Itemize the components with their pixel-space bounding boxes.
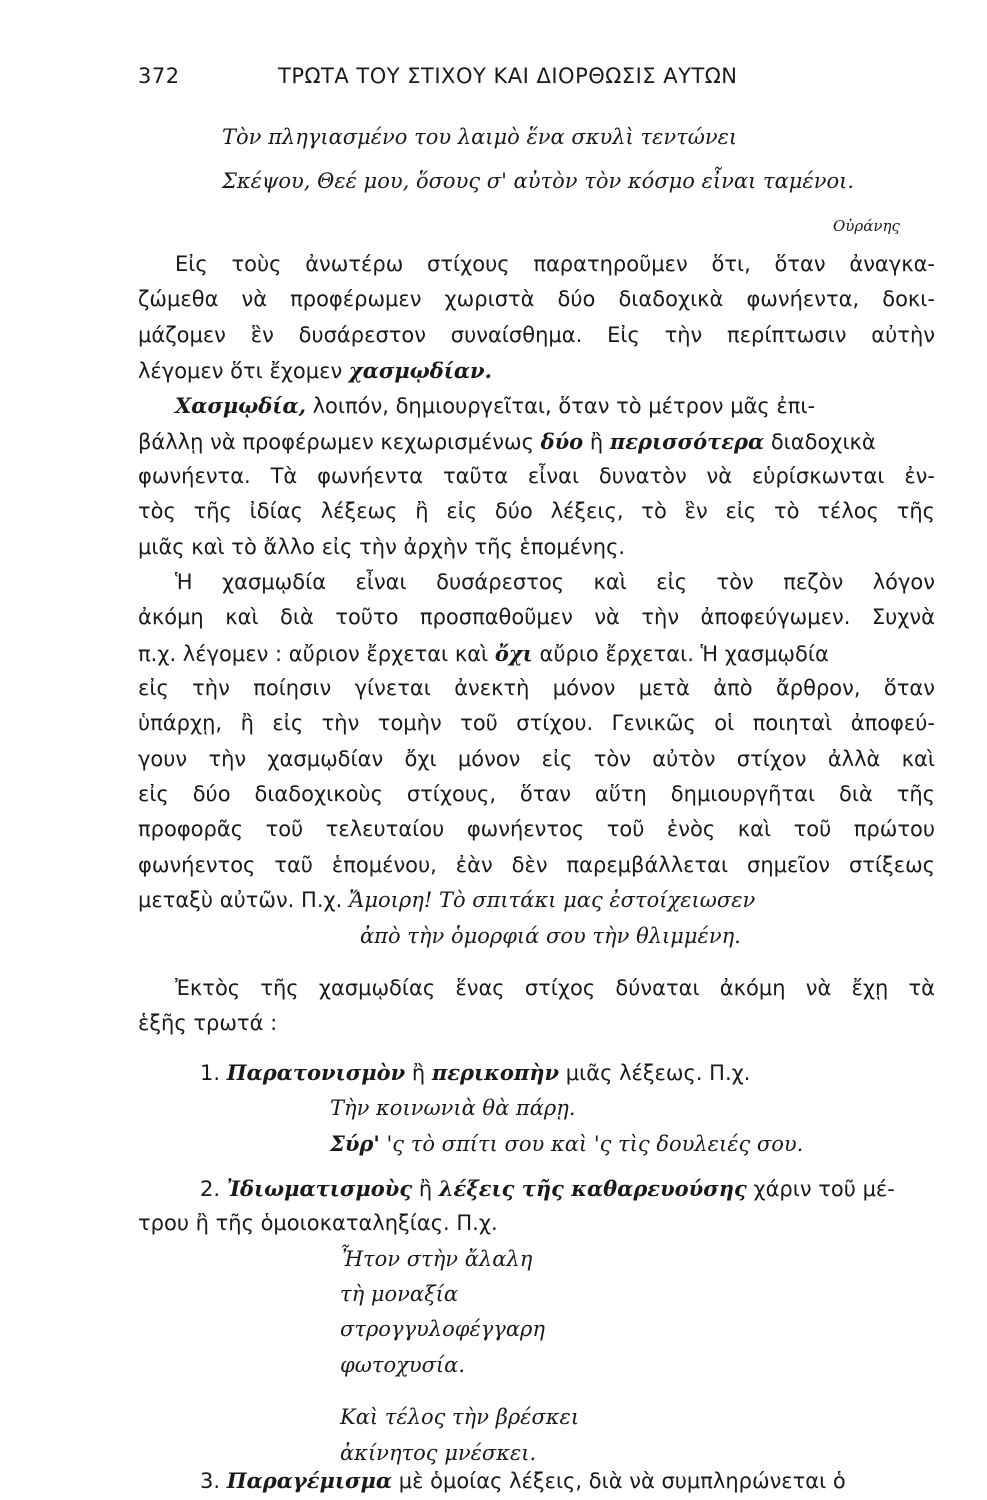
para1-line-3: μάζομεν ἓν δυσάρεστον συναίσθημα. Εἰς τὴν περίπτωσιν αὐτὴν xyxy=(138,323,935,347)
para3-line-6: γουν τὴν χασμῳδίαν ὄχι μόνον εἰς τὸν αὐτὸν στίχον ἀλλὰ καὶ xyxy=(138,747,935,771)
para3-text-e: μεταξὺ αὐτῶν. Π.χ. xyxy=(138,888,349,912)
term-idioms: Ἰδιωματισμοὺς xyxy=(226,1176,413,1201)
term-padding: Παραγέμισμα xyxy=(226,1468,393,1493)
term-hiatus-bold: Χασμῳδία, xyxy=(175,393,306,418)
term-hiatus: χασμῳδίαν. xyxy=(348,358,492,383)
para1-text: λέγομεν ὅτι ἔχομεν xyxy=(138,359,349,383)
para2-text-a: βάλλῃ νὰ προφέρωμεν κεχωρισμένως xyxy=(138,430,541,454)
poem-line-3: στρογγυλοφέγγαρη xyxy=(340,1317,545,1341)
para2-line-4: τὸς τῆς ἰδίας λέξεως ἢ εἰς δύο λέξεις, τὸ ἓν εἰς τὸ τέλος τῆς xyxy=(138,499,935,523)
para3-line-2: ἀκόμη καὶ διὰ τοῦτο προσπαθοῦμεν νὰ τὴν ἀποφεύγωμεν. Συχνὰ xyxy=(138,605,935,629)
example-verse-1: Ἄμοιρη! Τὸ σπιτάκι μας ἐστοίχειωσεν xyxy=(348,888,756,912)
poem-line-5: Καὶ τέλος τὴν βρέσκει xyxy=(340,1405,580,1429)
para2-line-2 xyxy=(138,431,876,453)
running-title: ΤΡΩΤΑ ΤΟΥ ΣΤΙΧΟΥ ΚΑΙ ΔΙΟΡΘΩΣΙΣ ΑΥΤΩΝ xyxy=(278,64,738,88)
item3-line xyxy=(200,1470,846,1492)
emph-no: ὄχι xyxy=(494,641,533,666)
para3-line-9: φωνήεντος ταῦ ἑπομένου, ἐὰν δὲν παρεμβάλλεται σημεῖον στίξεως xyxy=(138,853,935,877)
para3-text-c: αὔριο ἔρχεται. Ἡ χασμῳδία xyxy=(532,642,829,666)
item1-text: μιᾶς λέξεως. Π.χ. xyxy=(559,1061,751,1085)
epigraph-line-1: Τὸν πληγιασμένο του λαιμὸ ἕνα σκυλὶ τεντώνει xyxy=(222,125,738,149)
para4-line-1: Ἐκτὸς τῆς χασμῳδίας ἕνας στίχος δύναται ἀκόμη νὰ ἔχῃ τὰ xyxy=(175,976,935,1000)
epigraph-line-2: Σκέψου, Θεέ μου, ὅσους σ' αὐτὸν τὸν κόσμο εἶναι ταμένοι. xyxy=(222,169,855,193)
item1-example-word: Σύρ' xyxy=(330,1131,380,1156)
page-number: 372 xyxy=(138,64,180,88)
item2-number: 2. xyxy=(200,1177,221,1201)
item3-number: 3. xyxy=(200,1469,221,1493)
para2-line-3: φωνήεντα. Τὰ φωνήεντα ταῦτα εἶναι δυνατὸν νὰ εὑρίσκωνται ἐν- xyxy=(138,464,935,488)
item1-or: ἢ xyxy=(405,1061,432,1085)
para2-text: λοιπόν, δημιουργεῖται, ὅταν τὸ μέτρον μᾶς ἐπι- xyxy=(305,394,816,418)
poem-line-4: φωτοχυσία. xyxy=(340,1353,466,1377)
para2-text-e: διαδοχικὰ xyxy=(764,430,876,454)
item1-line xyxy=(200,1062,750,1084)
para3-line-7: εἰς δύο διαδοχικοὺς στίχους, ὅταν αὕτη δημιουργῆται διὰ τῆς xyxy=(138,782,935,806)
term-truncation: περικοπὴν xyxy=(431,1060,560,1085)
item2-line-1 xyxy=(200,1178,895,1200)
para3-line-8: προφορᾶς τοῦ τελευταίου φωνήεντος τοῦ ἑνὸς καὶ τοῦ πρώτου xyxy=(138,817,935,841)
term-misaccent: Παρατονισμὸν xyxy=(226,1060,406,1085)
item2-text: χάριν τοῦ μέ- xyxy=(746,1177,895,1201)
poem-line-2: τὴ μοναξία xyxy=(340,1282,459,1306)
item2-line-2: τρου ἢ τῆς ὁμοιοκαταληξίας. Π.χ. xyxy=(138,1211,498,1235)
term-katharevousa: λέξεις τῆς καθαρευούσης xyxy=(438,1176,747,1201)
epigraph-author: Οὐράνης xyxy=(833,217,900,235)
item1-number: 1. xyxy=(200,1061,221,1085)
para3-line-1: Ἡ χασμῳδία εἶναι δυσάρεστος καὶ εἰς τὸν πεζὸν λόγον xyxy=(175,570,935,594)
para3-line-10 xyxy=(138,890,755,911)
poem-line-1: Ἦτον στὴν ἄλαλη xyxy=(340,1247,533,1271)
item1-example-2 xyxy=(330,1133,803,1155)
item1-example-1: Τὴν κοινωνιὰ θὰ πάρῃ. xyxy=(330,1096,576,1120)
para3-line-5: ὑπάρχῃ, ἢ εἰς τὴν τομὴν τοῦ στίχου. Γενικῶς οἱ ποιηταὶ ἀποφεύ- xyxy=(138,711,935,735)
para2-line-5: μιᾶς καὶ τὸ ἄλλο εἰς τὴν ἀρχὴν τῆς ἑπομένης. xyxy=(138,535,626,559)
para3-line-3 xyxy=(138,643,829,665)
para3-line-4: εἰς τὴν ποίησιν γίνεται ἀνεκτὴ μόνον μετὰ ἀπὸ ἄρθρον, ὅταν xyxy=(138,676,935,700)
para1-line-1: Εἰς τοὺς ἀνωτέρω στίχους παρατηροῦμεν ὅτι, ὅταν ἀναγκα- xyxy=(175,252,935,276)
item3-text: μὲ ὁμοίας λέξεις, διὰ νὰ συμπληρώνεται ὁ xyxy=(392,1469,846,1493)
para3-text-a: π.χ. λέγομεν : αὔριον ἔρχεται καὶ xyxy=(138,642,495,666)
poem-line-6: ἀκίνητος μνέσκει. xyxy=(340,1441,537,1465)
para1-line-2: ζώμεθα νὰ προφέρωμεν χωριστὰ δύο διαδοχικὰ φωνήεντα, δοκι- xyxy=(138,287,935,311)
item2-or: ἢ xyxy=(412,1177,439,1201)
para4-line-2: ἑξῆς τρωτά : xyxy=(138,1011,278,1035)
emph-more: περισσότερα xyxy=(609,429,765,454)
example-verse-2: ἀπὸ τὴν ὁμορφιά σου τὴν θλιμμένη. xyxy=(360,924,741,948)
para2-text-c: ἢ xyxy=(583,430,610,454)
para2-line-1 xyxy=(175,395,815,417)
item1-example-rest: 'ς τὸ σπίτι σου καὶ 'ς τὶς δουλειές σου. xyxy=(379,1132,804,1156)
para1-line-4 xyxy=(138,360,492,382)
emph-two: δύο xyxy=(540,429,584,454)
